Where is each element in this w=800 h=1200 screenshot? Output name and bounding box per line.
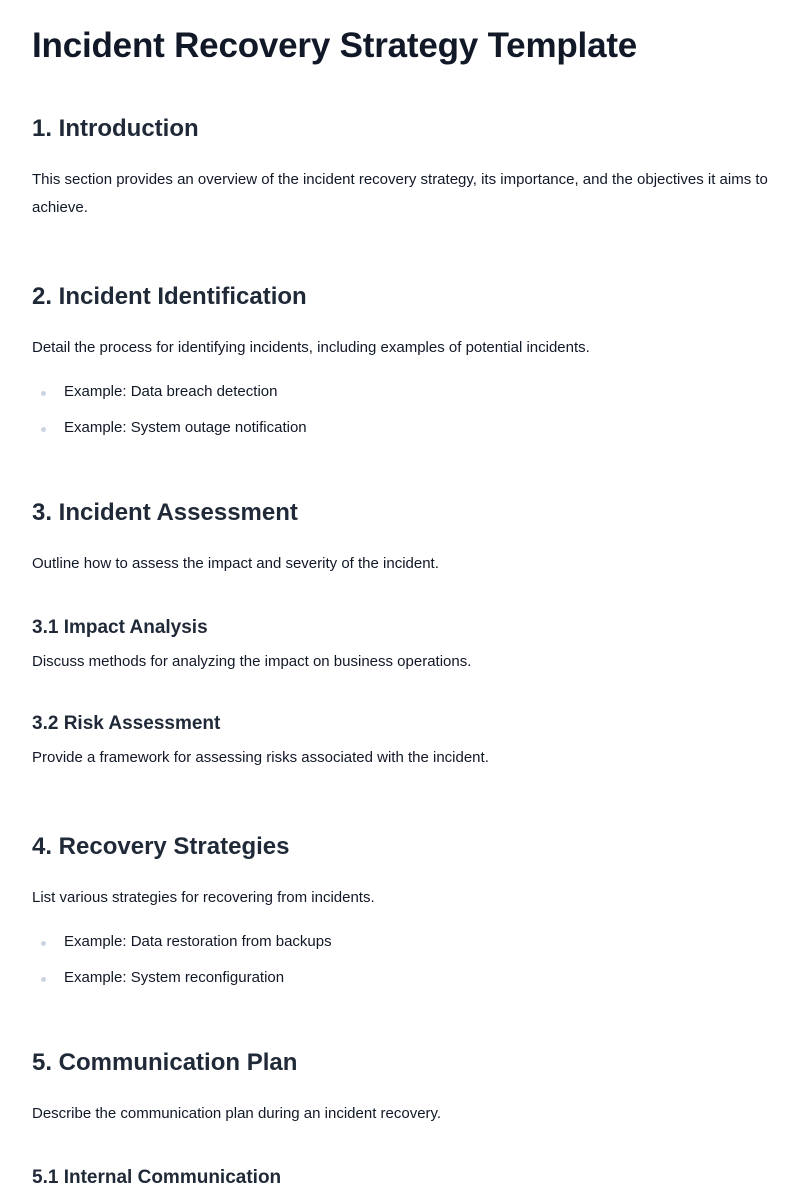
section-body: This section provides an overview of the incident recovery strategy, its importance, and the objectives it aims to achieve.: [32, 171, 768, 216]
list-item: Example: Data breach detection: [32, 382, 768, 402]
section-communication-plan: [32, 1048, 768, 1190]
page-title: Incident Recovery Strategy Template: [32, 26, 638, 65]
section-heading: 2. Incident Identification: [32, 283, 307, 310]
subsection-internal-communication: [32, 1166, 768, 1190]
subsection-heading: 3.1 Impact Analysis: [32, 617, 208, 638]
list-item: Example: Data restoration from backups: [32, 932, 768, 952]
section-body: Detail the process for identifying incidents, including examples of potential incidents.: [32, 339, 590, 356]
section-heading: 3. Incident Assessment: [32, 499, 298, 526]
list-item: Example: System outage notification: [32, 418, 768, 438]
subsection-heading: 5.1 Internal Communication: [32, 1167, 282, 1188]
subsection-risk-assessment: [32, 712, 768, 772]
list-item: Example: System reconfiguration: [32, 968, 768, 988]
section-heading: 5. Communication Plan: [32, 1049, 298, 1076]
section-recovery-strategies: [32, 832, 768, 988]
section-body: Outline how to assess the impact and severity of the incident.: [32, 555, 439, 572]
section-heading: 1. Introduction: [32, 115, 199, 142]
section-body: Describe the communication plan during an incident recovery.: [32, 1105, 442, 1122]
section-heading: 4. Recovery Strategies: [32, 833, 290, 860]
example-list: [32, 382, 768, 438]
subsection-body: Provide a framework for assessing risks associated with the incident.: [32, 749, 489, 766]
section-body: List various strategies for recovering from incidents.: [32, 889, 375, 906]
example-list: [32, 932, 768, 988]
section-incident-assessment: [32, 498, 768, 772]
section-introduction: [32, 114, 768, 222]
section-incident-identification: [32, 282, 768, 438]
subsection-body: Discuss methods for analyzing the impact on business operations.: [32, 653, 472, 670]
subsection-impact-analysis: [32, 616, 768, 676]
subsection-heading: 3.2 Risk Assessment: [32, 713, 221, 734]
